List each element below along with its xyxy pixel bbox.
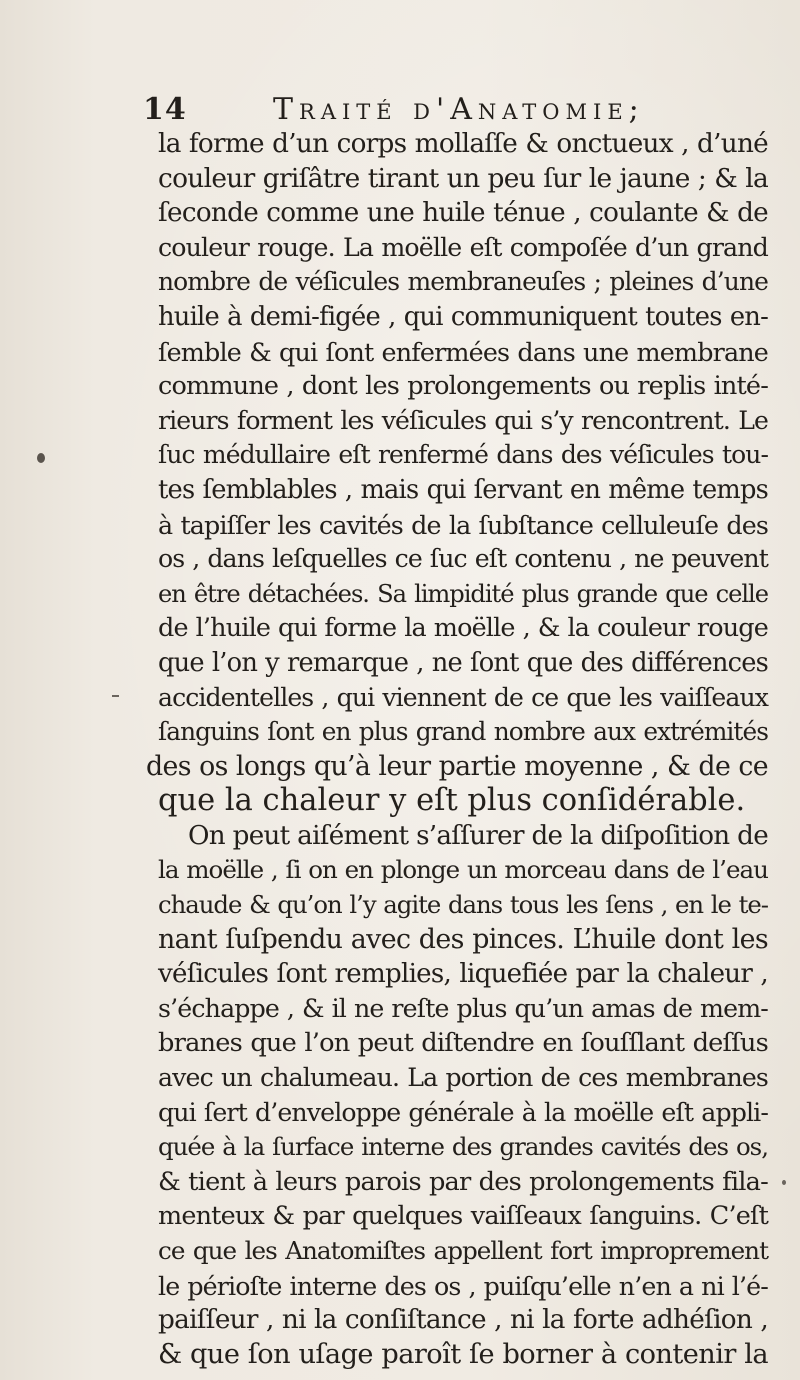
text-line: rieurs forment les véſicules qui s’y rencontrent. Le — [158, 405, 768, 435]
text-line: ce que les Anatomiſtes appellent fort improprement — [158, 1236, 768, 1265]
text-line: des os longs qu’à leur partie moyenne , & de ce — [146, 750, 768, 782]
text-line: à tapiſſer les cavités de la ſubſtance celluleuſe des — [158, 509, 768, 540]
text-line: quée à la ſurface interne des grandes cavités des os, — [158, 1132, 768, 1162]
text-line: de l’huile qui forme la moëlle , & la couleur rouge — [158, 613, 768, 644]
text-line: accidentelles , qui viennent de ce que les vaiſſeaux — [158, 682, 768, 712]
page-number: 14 — [143, 92, 187, 127]
paragraph-end-line: que la chaleur y eſt plus conſidérable. — [158, 783, 746, 819]
text-line: nombre de véſicules membraneuſes ; pleines d’une — [158, 267, 768, 297]
text-line: véſicules ſont remplies, liquefiée par la chaleur , — [158, 959, 768, 990]
text-line: ſeconde comme une huile ténue , coulante & de — [158, 198, 768, 229]
text-line: & que ſon uſage paroît ſe borner à contenir la — [158, 1338, 768, 1370]
text-line: paiſſeur , ni la conſiſtance , ni la forte adhéſion , — [158, 1305, 768, 1336]
text-line: chaude & qu’on l’y agite dans tous les ſens , en le te- — [158, 890, 768, 920]
body-text — [146, 127, 768, 1372]
text-line: avec un chalumeau. La portion de ces membranes — [158, 1063, 768, 1093]
text-line: commune , dont les prolongements ou replis inté- — [158, 371, 768, 402]
text-line: que l’on y remarque , ne ſont que des différences — [158, 647, 768, 678]
text-line: huile à demi-figée , qui communiquent toutes en- — [158, 301, 768, 332]
text-line: nant ſuſpendu avec des pinces. L’huile dont les — [158, 923, 768, 955]
text-line: os , dans leſquelles ce ſuc eſt contenu , ne peuvent — [158, 544, 768, 574]
text-line: ſuc médullaire eſt renfermé dans des véſicules tou- — [158, 440, 768, 470]
text-line: le périoſte interne des os , puiſqu’elle n’en a ni l’é- — [158, 1270, 768, 1301]
text-line: ſanguins ſont en plus grand nombre aux extrémités — [158, 717, 768, 747]
text-line: tes ſemblables , mais qui ſervant en même temps — [158, 474, 768, 505]
ink-mark — [112, 695, 119, 697]
paragraph-start-line: On peut aiſément s’aſſurer de la diſpoſition de — [188, 820, 768, 851]
text-line: la forme d’un corps mollaſſe & onctueux , d’uné — [158, 129, 768, 159]
text-line: & tient à leurs parois par des prolongements fila- — [158, 1166, 768, 1197]
running-title: Traité d'Anatomie; — [273, 92, 645, 127]
text-line: s’échappe , & il ne reſte plus qu’un amas de mem- — [158, 993, 768, 1023]
ink-spot — [37, 453, 45, 463]
text-line: qui ſert d’enveloppe générale à la moëlle eſt appli- — [158, 1097, 768, 1127]
text-line: couleur rouge. La moëlle eſt compoſée d’un grand — [158, 232, 768, 262]
text-line: branes que l’on peut diſtendre en ſouſſlant deſſus — [158, 1028, 768, 1059]
text-line: en être détachées. Sa limpidité plus grande que celle — [158, 579, 768, 608]
text-line: couleur griſâtre tirant un peu ſur le jaune ; & la — [158, 162, 768, 194]
ink-dot — [782, 1180, 786, 1185]
text-line: la moëlle , ſi on en plonge un morceau dans de l’eau — [158, 855, 768, 885]
text-line: ſemble & qui ſont enfermées dans une membrane — [158, 336, 768, 367]
text-line: menteux & par quelques vaiſſeaux ſanguins. C’eſt — [158, 1201, 768, 1232]
